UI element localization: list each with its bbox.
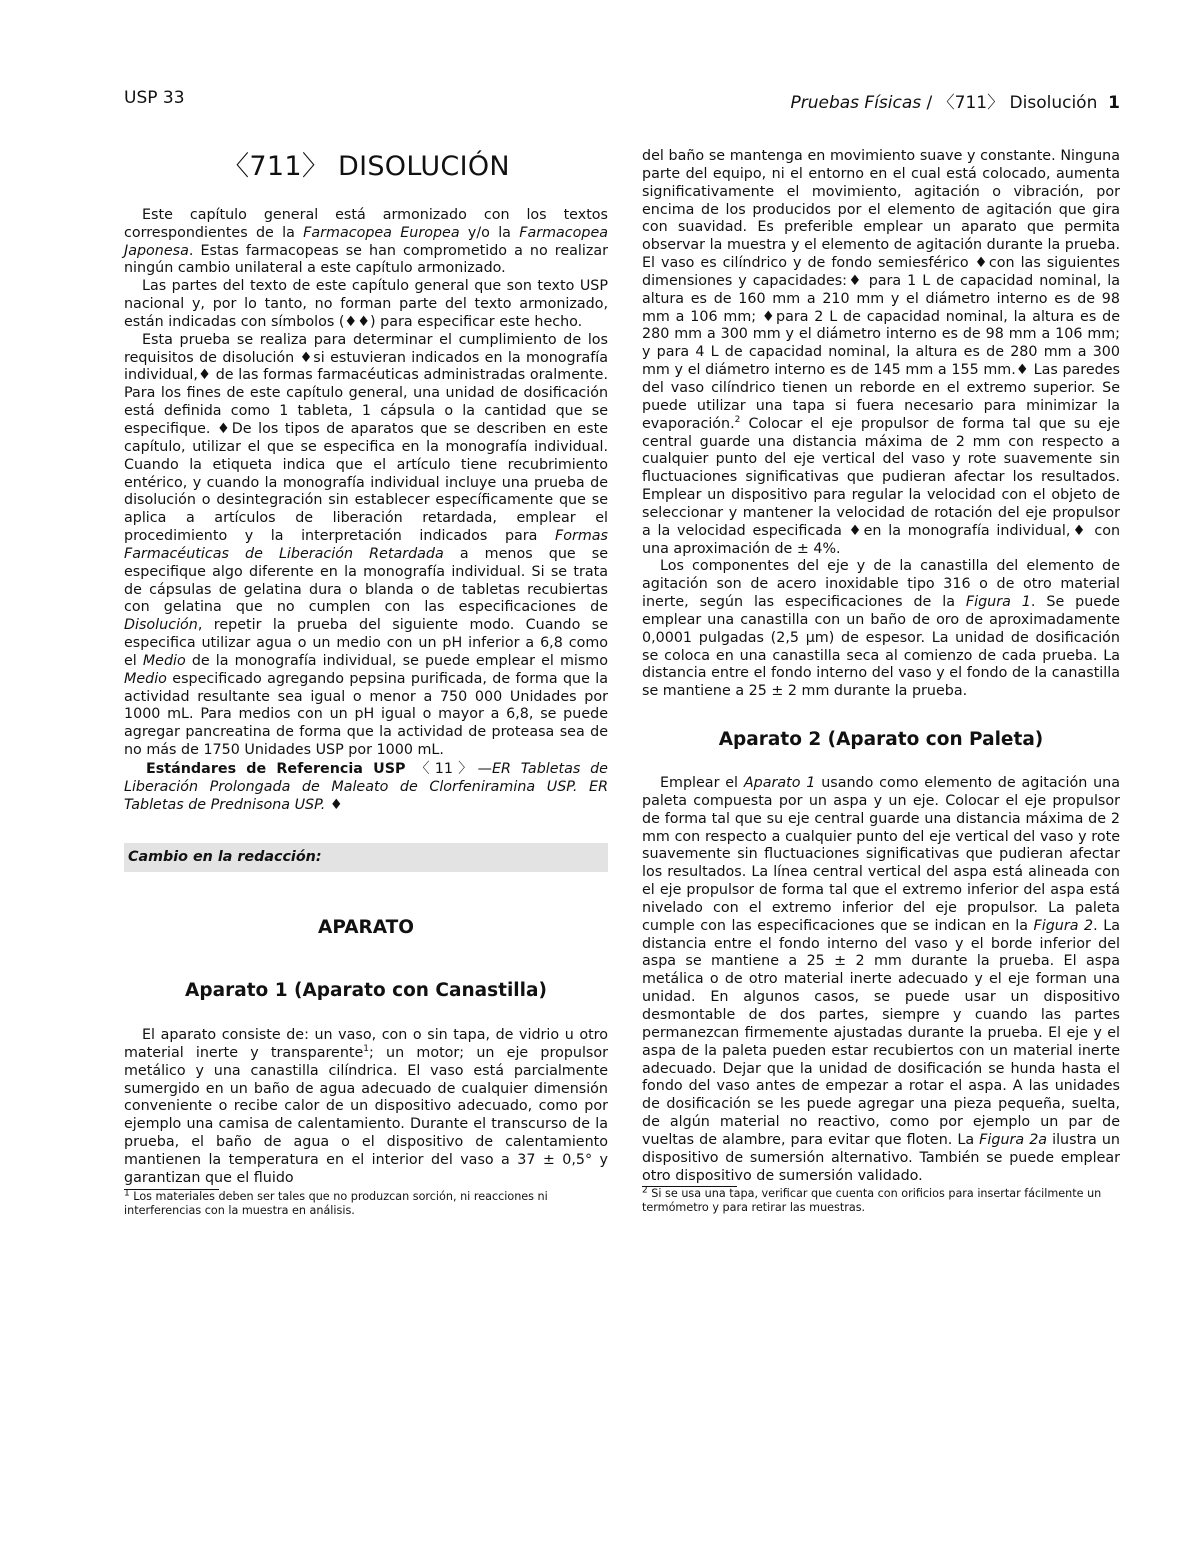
intro-paragraph-2: Las partes del texto de este capítulo general que son texto USP nacional y, por lo tanto, no forman parte del texto armonizado, están indicadas con símbolos (♦♦) para especificar este hecho.: [124, 278, 608, 330]
aparato-1-paragraph-continued: del baño se mantenga en movimiento suave y constante. Ninguna parte del equipo, ni el entorno en el cual está colocado, aumenta significativamente el movimiento, agitación o vibración, por encima de los producidos por el elemento de agitación que gira con suavidad. Es preferible emplear un aparato que permita observar la muestra y el elemento de agitación durante la prueba. El vaso es cilíndrico y de fondo semiesférico ♦con las siguientes dimensiones y capacidades:♦ para 1 L de capacidad nominal, la altura es de 160 mm a 210 mm y el diámetro interno es de 98 mm a 106 mm; ♦para 2 L de capacidad nominal, la altura es de 280 mm a 300 mm y el diámetro interno es de 98 mm a 106 mm; y para 4 L de capacidad nominal, la altura es de 280 mm a 300 mm y el diámetro interno es de 145 mm a 155 mm.♦ Las paredes del vaso cilíndrico tienen un reborde en el extremo superior. Se puede utilizar una tapa si fuera necesario para minimizar la evaporación.$^2$ Colocar el eje propulsor de forma tal que su eje central guarde una distancia máxima de 2 mm con respecto a cualquier punto del eje vertical del vaso y rote suavemente sin fluctuaciones significativas que pudieran afectar los resultados. Emplear un dispositivo para regular la velocidad con el objeto de seleccionar y mantener la velocidad de rotación del eje propulsor a la velocidad especificada ♦en la monografía individual,♦ con una aproximación de ± 4%.: [642, 148, 1120, 557]
aparato-1-paragraph-2: Los componentes del eje y de la canastilla del elemento de agitación son de acero inoxidable tipo 316 o de otro material inerte, según las especificaciones de la Figura 1. Se puede emplear una canastilla con un baño de oro de aproximadamente 0,0001 pulgadas (2,5 µm) de espesor. La unidad de dosificación se coloca en una canastilla seca al comienzo de cada prueba. La distancia entre el fondo interno del vaso y el fondo de la canastilla se mantiene a 25 ± 2 mm durante la prueba.: [642, 558, 1120, 700]
running-header-left: USP 33: [124, 88, 185, 108]
intro-paragraph-1: Este capítulo general está armonizado con los textos correspondientes de la Farmacopea Europea y/o la Farmacopea Japonesa. Estas farmacopeas se han comprometido a no realizar ningún cambio unilateral a este capítulo armonizado.: [124, 206, 609, 277]
heading-aparato-1: Aparato 1 (Aparato con Canastilla): [185, 980, 547, 1002]
header-section-name: Pruebas Físicas: [790, 93, 922, 113]
footnote-2: $^2$ Si se usa una tapa, verificar que cuenta con orificios para insertar fácilmente un termómetro y para retirar las muestras.: [642, 1185, 1102, 1215]
footnote-ref-1[interactable]: 1: [363, 1044, 370, 1055]
right-column: [642, 148, 1120, 1215]
section-heading-aparato: APARATO: [318, 917, 414, 939]
running-header-right: [790, 88, 1120, 113]
header-chapter: / 〈711〉 Disolución: [921, 93, 1098, 113]
aparato-2-paragraph: Emplear el Aparato 1 usando como elemento de agitación una paleta compuesta por un aspa y un eje. Colocar el eje propulsor de forma tal que su eje central guarde una distancia máxima de 2 mm con respecto a cualquier punto del eje vertical del vaso y rote suavemente sin fluctuaciones significativas que pudieran afectar los resultados. La línea central vertical del aspa está alineada con el eje propulsor de forma tal que el extremo inferior del aspa está nivelado con el extremo inferior del eje propulsor. La paleta cumple con las especificaciones que se indican en la Figura 2. La distancia entre el fondo interno del vaso y el borde inferior del aspa se mantiene a 25 ± 2 mm durante la prueba. El aspa metálica o de otro material inerte adecuado y el eje forman una unidad. En algunos casos, se puede usar un dispositivo desmontable de dos partes, siempre y cuando las partes permanezcan firmemente ajustadas durante la prueba. El eje y el aspa de la paleta pueden estar recubiertos con un material inerte adecuado. Dejar que la unidad de dosificación se hunda hasta el fondo del vaso antes de empezar a rotar el aspa. A las unidades de dosificación se les puede agregar una pieza pequeña, suelta, de algún material no reactivo, como por ejemplo un par de vueltas de alambre, para evitar que floten. La Figura 2a ilustra un dispositivo de sumersión alternativo. También se puede emplear otro dispositivo de sumersión validado.: [642, 775, 1121, 1184]
figure-2a-reference[interactable]: Figura 2a: [979, 1131, 1048, 1148]
figure-1-reference[interactable]: Figura 1: [965, 594, 1031, 611]
left-column: [124, 148, 608, 1218]
change-notice-bar: Cambio en la redacción:: [124, 843, 608, 873]
intro-paragraph-3: Esta prueba se realiza para determinar el cumplimiento de los requisitos de disolución ♦si estuvieran indicados en la monografía individual,♦ de las formas farmacéuticas administradas oralmente. Para los fines de este capítulo general, una unidad de dosificación está definida como 1 tableta, 1 cápsula o la cantidad que se especifique. ♦De los tipos de aparatos que se describen en este capítulo, utilizar el que se especifica en la monografía individual. Cuando la etiqueta indica que el artículo tiene recubrimiento entérico, y cuando la monografía individual incluye una prueba de disolución o desintegración sin establecer específicamente que se aplica a artículos de liberación retardada, emplear el procedimiento y la interpretación indicados para Formas Farmacéuticas de Liberación Retardada a menos que se especifique algo diferente en la monografía individual. Si se trata de cápsulas de gelatina dura o blanda o de tabletas recubiertas con gelatina que no cumplen con las especificaciones de Disolución, repetir la prueba del siguiente modo. Cuando se especifica utilizar agua o un medio con un pH inferior a 6,8 como el Medio de la monografía individual, se puede emplear el mismo Medio especificado agregando pepsina purificada, de forma que la actividad resultante sea igual o menor a 750 000 Unidades por 1000 mL. Para medios con un pH igual o mayor a 6,8, se puede agregar pancreatina de forma que la actividad de proteasa sea de no más de 1750 Unidades USP por 1000 mL.: [124, 331, 608, 759]
heading-aparato-2: Aparato 2 (Aparato con Paleta): [718, 729, 1044, 751]
aparato-1-paragraph: El aparato consiste de: un vaso, con o sin tapa, de vidrio u otro material inerte y transparente$^1$; un motor; un eje propulsor metálico y una canastilla cilíndrica. El vaso está parcialmente sumergido en un baño de agua adecuado de cualquier dimensión conveniente o recibe calor de un dispositivo adecuado, como por ejemplo una camisa de calentamiento. Durante el transcurso de la prueba, el baño de agua o el dispositivo de calentamiento mantienen la temperatura en el interior del vaso a 37 ± 0,5° y garantizan que el fluido: [124, 1027, 608, 1186]
footnote-1: $^1$ Los materiales deben ser tales que no produzcan sorción, ni reacciones ni interferencias con la muestra en análisis.: [124, 1187, 548, 1217]
footnote-ref-2[interactable]: 2: [734, 414, 741, 425]
page-number: 1: [1108, 93, 1120, 113]
reference-standards: Estándares de Referencia USP 〈11〉—ER Tabletas de Liberación Prolongada de Maleato de Clorfeniramina USP. ER Tabletas de Prednisona USP. ♦: [124, 761, 608, 813]
figure-2-reference[interactable]: Figura 2: [1033, 917, 1094, 934]
chapter-title: 〈711〉 DISOLUCIÓN: [222, 151, 510, 182]
